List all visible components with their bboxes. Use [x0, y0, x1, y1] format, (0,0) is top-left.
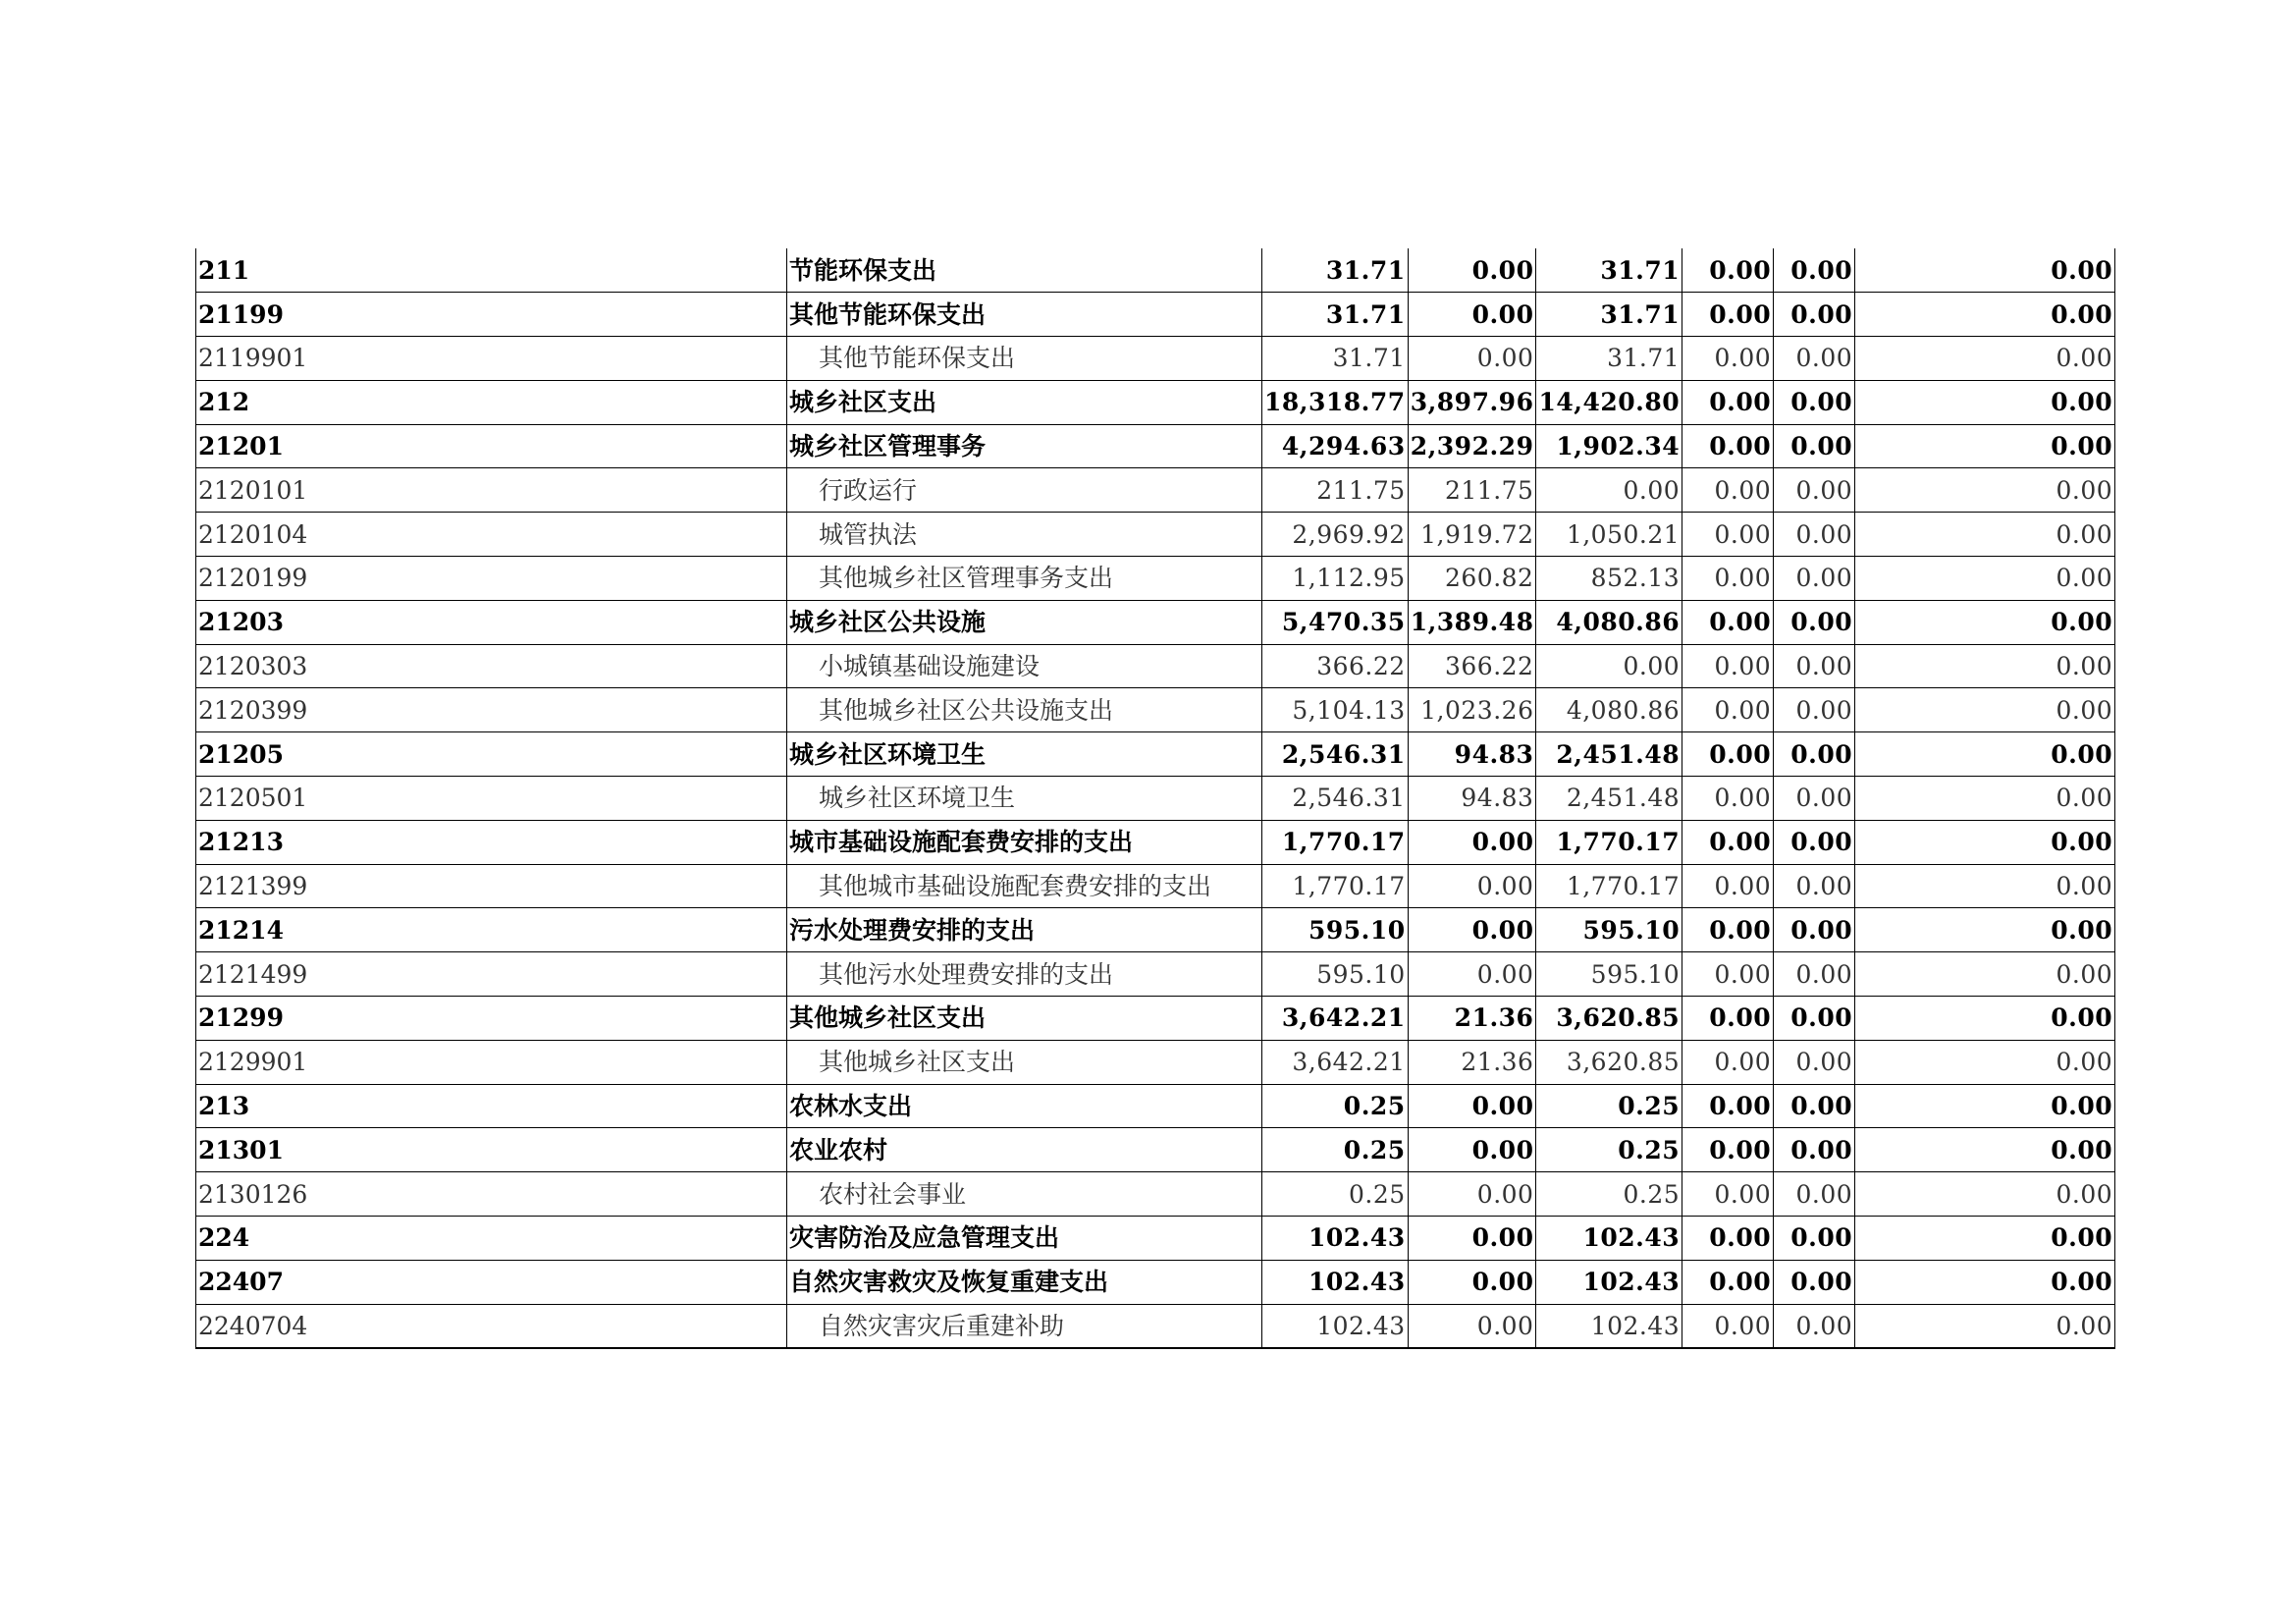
row-value-project: 1,770.17: [1536, 820, 1682, 864]
table-row: [196, 380, 2115, 424]
row-value-c6: 0.00: [1855, 997, 2115, 1041]
row-code: 2120399: [196, 688, 787, 732]
table-row: [196, 1304, 2115, 1348]
row-code: 2119901: [196, 337, 787, 381]
row-code: 21199: [196, 293, 787, 337]
row-value-project: 102.43: [1536, 1304, 1682, 1348]
row-value-basic: 0.00: [1408, 864, 1536, 908]
row-value-c6: 0.00: [1855, 468, 2115, 513]
row-value-project: 2,451.48: [1536, 777, 1682, 821]
row-value-basic: 0.00: [1408, 337, 1536, 381]
row-value-total: 5,470.35: [1262, 600, 1409, 644]
row-value-total: 1,770.17: [1262, 820, 1409, 864]
row-value-total: 31.71: [1262, 248, 1409, 293]
row-value-total: 595.10: [1262, 952, 1409, 997]
row-value-c6: 0.00: [1855, 337, 2115, 381]
row-name: 污水处理费安排的支出: [789, 915, 1036, 945]
row-value-c4: 0.00: [1682, 1217, 1774, 1261]
table-row: [196, 1172, 2115, 1217]
row-name: 城乡社区环境卫生: [819, 784, 1016, 813]
row-name: 其他城市基础设施配套费安排的支出: [819, 872, 1212, 901]
row-value-c4: 0.00: [1682, 820, 1774, 864]
row-code: 21299: [196, 997, 787, 1041]
row-value-basic: 2,392.29: [1408, 424, 1536, 468]
row-value-c4: 0.00: [1682, 952, 1774, 997]
row-value-project: 3,620.85: [1536, 1040, 1682, 1084]
row-name-cell: [787, 908, 1262, 952]
row-value-total: 0.25: [1262, 1172, 1409, 1217]
row-value-c5: 0.00: [1774, 777, 1855, 821]
row-value-c4: 0.00: [1682, 1084, 1774, 1128]
row-value-basic: 0.00: [1408, 1084, 1536, 1128]
row-name: 自然灾害灾后重建补助: [819, 1311, 1065, 1340]
row-value-c5: 0.00: [1774, 380, 1855, 424]
row-value-project: 0.25: [1536, 1172, 1682, 1217]
row-name: 城市基础设施配套费安排的支出: [789, 828, 1134, 857]
budget-table: [195, 248, 2115, 1349]
row-code: 2121399: [196, 864, 787, 908]
row-value-total: 2,546.31: [1262, 777, 1409, 821]
row-name: 自然灾害救灾及恢复重建支出: [789, 1268, 1109, 1297]
row-value-basic: 94.83: [1408, 777, 1536, 821]
row-value-total: 1,770.17: [1262, 864, 1409, 908]
row-name-cell: [787, 952, 1262, 997]
row-value-c4: 0.00: [1682, 468, 1774, 513]
table-row: [196, 732, 2115, 777]
row-value-total: 102.43: [1262, 1304, 1409, 1348]
row-value-c4: 0.00: [1682, 337, 1774, 381]
row-value-project: 0.25: [1536, 1128, 1682, 1172]
row-name: 行政运行: [819, 475, 918, 505]
row-value-c5: 0.00: [1774, 424, 1855, 468]
row-code: 2120104: [196, 513, 787, 557]
row-value-basic: 0.00: [1408, 1260, 1536, 1304]
row-name: 其他城乡社区支出: [789, 1003, 987, 1033]
row-name-cell: [787, 424, 1262, 468]
row-value-project: 14,420.80: [1536, 380, 1682, 424]
row-value-c6: 0.00: [1855, 952, 2115, 997]
row-value-c6: 0.00: [1855, 380, 2115, 424]
row-value-c6: 0.00: [1855, 732, 2115, 777]
table-row: [196, 777, 2115, 821]
row-code: 2120199: [196, 557, 787, 601]
row-value-c4: 0.00: [1682, 1172, 1774, 1217]
row-name: 灾害防治及应急管理支出: [789, 1223, 1060, 1253]
row-value-c6: 0.00: [1855, 600, 2115, 644]
row-name-cell: [787, 1128, 1262, 1172]
row-value-project: 0.00: [1536, 644, 1682, 688]
table-row: [196, 864, 2115, 908]
row-value-basic: 1,023.26: [1408, 688, 1536, 732]
row-name-cell: [787, 732, 1262, 777]
row-value-c4: 0.00: [1682, 1128, 1774, 1172]
row-value-c4: 0.00: [1682, 1304, 1774, 1348]
row-value-project: 102.43: [1536, 1260, 1682, 1304]
row-value-project: 595.10: [1536, 908, 1682, 952]
row-name-cell: [787, 557, 1262, 601]
row-value-basic: 0.00: [1408, 1304, 1536, 1348]
row-name-cell: [787, 380, 1262, 424]
row-value-c4: 0.00: [1682, 732, 1774, 777]
row-value-c6: 0.00: [1855, 908, 2115, 952]
row-code: 21201: [196, 424, 787, 468]
table-row: [196, 424, 2115, 468]
row-value-total: 2,546.31: [1262, 732, 1409, 777]
row-value-basic: 0.00: [1408, 1217, 1536, 1261]
row-name: 城管执法: [819, 519, 918, 549]
row-name: 节能环保支出: [789, 255, 937, 285]
row-value-project: 1,902.34: [1536, 424, 1682, 468]
row-value-c5: 0.00: [1774, 600, 1855, 644]
table-row: [196, 908, 2115, 952]
row-value-c4: 0.00: [1682, 777, 1774, 821]
row-value-c6: 0.00: [1855, 1040, 2115, 1084]
row-value-c5: 0.00: [1774, 468, 1855, 513]
row-name: 其他节能环保支出: [789, 299, 987, 329]
row-name: 城乡社区支出: [789, 388, 937, 417]
row-value-project: 1,770.17: [1536, 864, 1682, 908]
row-name: 其他城乡社区支出: [819, 1048, 1016, 1077]
row-name: 其他城乡社区公共设施支出: [819, 695, 1114, 725]
row-value-c6: 0.00: [1855, 820, 2115, 864]
row-value-c5: 0.00: [1774, 732, 1855, 777]
row-value-total: 1,112.95: [1262, 557, 1409, 601]
row-code: 224: [196, 1217, 787, 1261]
row-value-basic: 211.75: [1408, 468, 1536, 513]
table-row: [196, 513, 2115, 557]
row-value-c6: 0.00: [1855, 424, 2115, 468]
row-name-cell: [787, 777, 1262, 821]
row-value-c5: 0.00: [1774, 1040, 1855, 1084]
row-value-c6: 0.00: [1855, 777, 2115, 821]
row-name-cell: [787, 1260, 1262, 1304]
row-name-cell: [787, 864, 1262, 908]
row-code: 2240704: [196, 1304, 787, 1348]
row-name-cell: [787, 1304, 1262, 1348]
row-code: 21301: [196, 1128, 787, 1172]
row-name-cell: [787, 1040, 1262, 1084]
row-code: 211: [196, 248, 787, 293]
row-code: 22407: [196, 1260, 787, 1304]
table-row: [196, 293, 2115, 337]
row-value-c6: 0.00: [1855, 864, 2115, 908]
row-value-basic: 0.00: [1408, 820, 1536, 864]
row-value-project: 31.71: [1536, 337, 1682, 381]
row-value-c4: 0.00: [1682, 557, 1774, 601]
row-value-project: 0.00: [1536, 468, 1682, 513]
table-row: [196, 644, 2115, 688]
row-name-cell: [787, 468, 1262, 513]
table-row: [196, 600, 2115, 644]
row-value-c5: 0.00: [1774, 864, 1855, 908]
row-name: 其他城乡社区管理事务支出: [819, 564, 1114, 593]
row-value-c4: 0.00: [1682, 513, 1774, 557]
row-value-project: 852.13: [1536, 557, 1682, 601]
row-value-c4: 0.00: [1682, 908, 1774, 952]
row-name-cell: [787, 600, 1262, 644]
row-value-c6: 0.00: [1855, 688, 2115, 732]
row-value-basic: 3,897.96: [1408, 380, 1536, 424]
row-value-basic: 1,919.72: [1408, 513, 1536, 557]
row-value-total: 211.75: [1262, 468, 1409, 513]
row-value-c6: 0.00: [1855, 1172, 2115, 1217]
row-value-total: 18,318.77: [1262, 380, 1409, 424]
table-row: [196, 1260, 2115, 1304]
row-value-c6: 0.00: [1855, 1084, 2115, 1128]
row-value-c6: 0.00: [1855, 248, 2115, 293]
table-row: [196, 1084, 2115, 1128]
row-value-c6: 0.00: [1855, 644, 2115, 688]
row-code: 21203: [196, 600, 787, 644]
row-value-basic: 366.22: [1408, 644, 1536, 688]
row-name-cell: [787, 1084, 1262, 1128]
row-code: 21213: [196, 820, 787, 864]
row-value-basic: 21.36: [1408, 997, 1536, 1041]
row-value-project: 0.25: [1536, 1084, 1682, 1128]
row-value-basic: 260.82: [1408, 557, 1536, 601]
row-value-c4: 0.00: [1682, 1040, 1774, 1084]
row-value-c5: 0.00: [1774, 293, 1855, 337]
row-value-c4: 0.00: [1682, 997, 1774, 1041]
row-name: 小城镇基础设施建设: [819, 652, 1041, 681]
row-value-total: 366.22: [1262, 644, 1409, 688]
row-value-project: 595.10: [1536, 952, 1682, 997]
row-value-c6: 0.00: [1855, 1260, 2115, 1304]
row-value-c4: 0.00: [1682, 644, 1774, 688]
row-name: 农业农村: [789, 1135, 888, 1164]
row-value-basic: 1,389.48: [1408, 600, 1536, 644]
table-row: [196, 557, 2115, 601]
row-value-c6: 0.00: [1855, 1304, 2115, 1348]
row-code: 2129901: [196, 1040, 787, 1084]
row-value-c6: 0.00: [1855, 1217, 2115, 1261]
row-name-cell: [787, 997, 1262, 1041]
row-value-c5: 0.00: [1774, 513, 1855, 557]
table-row: [196, 688, 2115, 732]
row-value-c6: 0.00: [1855, 1128, 2115, 1172]
table-row: [196, 952, 2115, 997]
row-value-c4: 0.00: [1682, 380, 1774, 424]
row-value-basic: 0.00: [1408, 908, 1536, 952]
row-value-total: 0.25: [1262, 1128, 1409, 1172]
table-row: [196, 468, 2115, 513]
row-value-c6: 0.00: [1855, 293, 2115, 337]
table-row: [196, 1040, 2115, 1084]
row-value-project: 2,451.48: [1536, 732, 1682, 777]
row-value-project: 102.43: [1536, 1217, 1682, 1261]
row-value-c5: 0.00: [1774, 997, 1855, 1041]
row-name-cell: [787, 1217, 1262, 1261]
row-name-cell: [787, 513, 1262, 557]
table-row: [196, 248, 2115, 293]
row-code: 2121499: [196, 952, 787, 997]
row-value-basic: 21.36: [1408, 1040, 1536, 1084]
row-value-c5: 0.00: [1774, 1217, 1855, 1261]
row-value-total: 3,642.21: [1262, 997, 1409, 1041]
row-value-c5: 0.00: [1774, 644, 1855, 688]
row-name-cell: [787, 820, 1262, 864]
row-name-cell: [787, 248, 1262, 293]
row-code: 2120303: [196, 644, 787, 688]
row-value-project: 4,080.86: [1536, 600, 1682, 644]
row-value-c6: 0.00: [1855, 557, 2115, 601]
row-code: 2120101: [196, 468, 787, 513]
row-name-cell: [787, 1172, 1262, 1217]
row-value-c4: 0.00: [1682, 600, 1774, 644]
row-code: 212: [196, 380, 787, 424]
row-name: 其他节能环保支出: [819, 344, 1016, 373]
table-row: [196, 1128, 2115, 1172]
row-value-c5: 0.00: [1774, 820, 1855, 864]
row-value-c5: 0.00: [1774, 1260, 1855, 1304]
row-value-total: 3,642.21: [1262, 1040, 1409, 1084]
row-name-cell: [787, 688, 1262, 732]
row-value-c5: 0.00: [1774, 688, 1855, 732]
row-code: 213: [196, 1084, 787, 1128]
row-name-cell: [787, 337, 1262, 381]
row-value-total: 595.10: [1262, 908, 1409, 952]
row-name: 农村社会事业: [819, 1179, 967, 1209]
row-value-project: 31.71: [1536, 293, 1682, 337]
row-value-c6: 0.00: [1855, 513, 2115, 557]
row-value-c4: 0.00: [1682, 424, 1774, 468]
row-code: 21205: [196, 732, 787, 777]
row-value-total: 31.71: [1262, 293, 1409, 337]
row-value-total: 102.43: [1262, 1217, 1409, 1261]
row-value-total: 2,969.92: [1262, 513, 1409, 557]
row-name: 城乡社区管理事务: [789, 432, 987, 461]
table-body: [196, 248, 2115, 1348]
row-value-c4: 0.00: [1682, 293, 1774, 337]
row-value-project: 31.71: [1536, 248, 1682, 293]
row-name: 农林水支出: [789, 1092, 913, 1121]
table-row: [196, 337, 2115, 381]
row-name-cell: [787, 293, 1262, 337]
row-value-basic: 0.00: [1408, 952, 1536, 997]
row-value-c4: 0.00: [1682, 864, 1774, 908]
row-name: 城乡社区公共设施: [789, 608, 987, 637]
row-value-total: 0.25: [1262, 1084, 1409, 1128]
row-value-basic: 0.00: [1408, 1172, 1536, 1217]
row-value-basic: 0.00: [1408, 293, 1536, 337]
row-value-total: 31.71: [1262, 337, 1409, 381]
row-value-c4: 0.00: [1682, 248, 1774, 293]
row-value-c5: 0.00: [1774, 1084, 1855, 1128]
row-value-total: 4,294.63: [1262, 424, 1409, 468]
row-code: 2120501: [196, 777, 787, 821]
table-row: [196, 820, 2115, 864]
table-row: [196, 997, 2115, 1041]
row-value-c5: 0.00: [1774, 908, 1855, 952]
row-value-c5: 0.00: [1774, 1172, 1855, 1217]
row-value-total: 102.43: [1262, 1260, 1409, 1304]
row-value-c5: 0.00: [1774, 557, 1855, 601]
table-row: [196, 1217, 2115, 1261]
row-value-c5: 0.00: [1774, 1304, 1855, 1348]
row-code: 2130126: [196, 1172, 787, 1217]
row-name: 城乡社区环境卫生: [789, 739, 987, 769]
row-value-c5: 0.00: [1774, 1128, 1855, 1172]
row-value-basic: 94.83: [1408, 732, 1536, 777]
row-value-basic: 0.00: [1408, 1128, 1536, 1172]
row-name-cell: [787, 644, 1262, 688]
row-name: 其他污水处理费安排的支出: [819, 959, 1114, 989]
row-value-c5: 0.00: [1774, 952, 1855, 997]
row-value-c4: 0.00: [1682, 688, 1774, 732]
row-value-total: 5,104.13: [1262, 688, 1409, 732]
row-value-c5: 0.00: [1774, 337, 1855, 381]
row-code: 21214: [196, 908, 787, 952]
row-value-project: 4,080.86: [1536, 688, 1682, 732]
row-value-c4: 0.00: [1682, 1260, 1774, 1304]
row-value-project: 1,050.21: [1536, 513, 1682, 557]
row-value-c5: 0.00: [1774, 248, 1855, 293]
row-value-project: 3,620.85: [1536, 997, 1682, 1041]
row-value-basic: 0.00: [1408, 248, 1536, 293]
